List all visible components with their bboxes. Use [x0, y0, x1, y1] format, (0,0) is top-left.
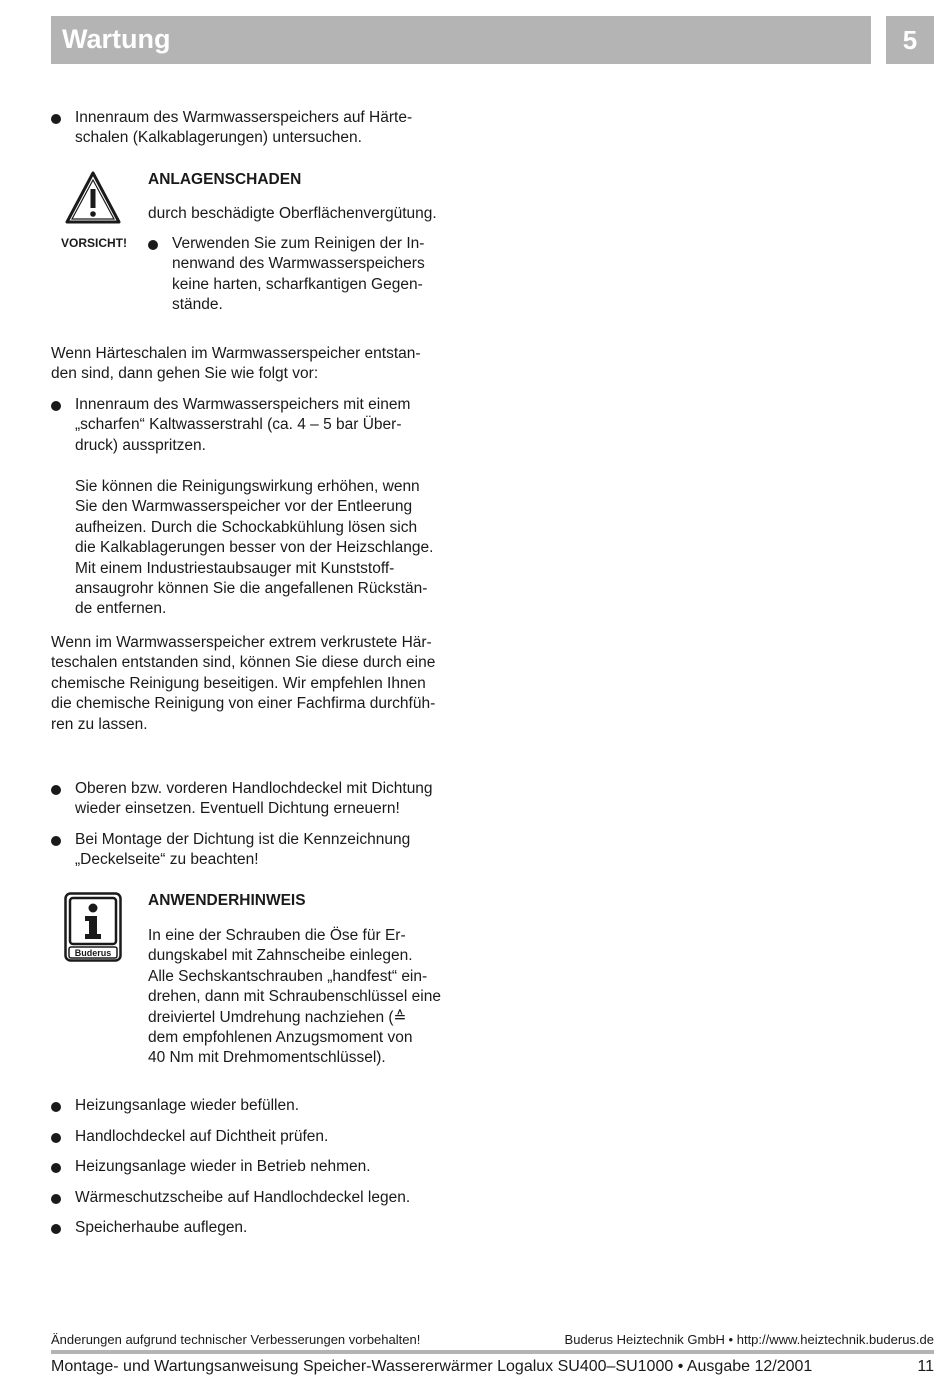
text-line: Handlochdeckel auf Dichtheit prüfen.	[75, 1128, 329, 1145]
text-line: Speicherhaube auflegen.	[75, 1219, 248, 1236]
bullet-dot	[51, 836, 61, 846]
text-line: Heizungsanlage wieder befüllen.	[75, 1097, 300, 1114]
text-line: dungskabel mit Zahnscheibe einlegen.	[148, 947, 413, 965]
text-line: Heizungsanlage wieder in Betrieb nehmen.	[75, 1158, 371, 1175]
chapter-number: 5	[886, 16, 934, 64]
paragraph	[51, 344, 421, 385]
text-line: Wenn Härteschalen im Warmwasserspeicher entstan-	[51, 345, 421, 362]
text-line: stände.	[172, 296, 223, 314]
text-line: chemische Reinigung beseitigen. Wir empfehlen Ihnen	[51, 674, 426, 692]
page-title: Wartung	[62, 24, 171, 54]
text-line: ren zu lassen.	[51, 715, 148, 733]
bullet-dot	[51, 401, 61, 411]
text-line: aufheizen. Durch die Schockabkühlung lösen sich	[75, 518, 418, 536]
text-line: wieder einsetzen. Eventuell Dichtung erneuern!	[75, 800, 400, 818]
footer-document-title: Montage- und Wartungsanweisung Speicher-Wassererwärmer Logalux SU400–SU1000 • Ausgabe 12/2001	[51, 1358, 813, 1375]
list-item	[51, 1127, 328, 1147]
bullet-dot	[148, 240, 158, 250]
list-item	[51, 395, 410, 456]
text-line: „Deckelseite“ zu beachten!	[75, 851, 259, 869]
bullet-dot	[51, 114, 61, 124]
text-line: Wenn im Warmwasserspeicher extrem verkrustete Här-	[51, 634, 432, 651]
footer-divider	[51, 1350, 934, 1354]
caution-heading: ANLAGENSCHADEN	[148, 171, 302, 188]
list-item	[51, 779, 433, 820]
list-item	[148, 234, 425, 316]
text-line: Sie den Warmwasserspeicher vor der Entleerung	[75, 498, 413, 516]
note-body	[148, 926, 441, 1069]
footer-disclaimer: Änderungen aufgrund technischer Verbesserungen vorbehalten!	[51, 1332, 421, 1347]
paragraph	[75, 477, 433, 620]
bullet-dot	[51, 1102, 61, 1112]
bullet-dot	[51, 1194, 61, 1204]
text-line: de entfernen.	[75, 600, 167, 618]
bullet-dot	[51, 1163, 61, 1173]
list-item	[51, 108, 412, 149]
text-line: „scharfen“ Kaltwasserstrahl (ca. 4 – 5 bar Über-	[75, 416, 402, 434]
list-item	[51, 1096, 299, 1116]
text-line: die Kalkablagerungen besser von der Heizschlange.	[75, 539, 434, 557]
text-line: drehen, dann mit Schraubenschlüssel eine	[148, 988, 441, 1006]
header-bar	[51, 16, 871, 64]
bullet-dot	[51, 785, 61, 795]
text-line: druck) ausspritzen.	[75, 436, 206, 454]
text-line: Alle Sechskantschrauben „handfest“ ein-	[148, 967, 428, 985]
text-line: schalen (Kalkablagerungen) untersuchen.	[75, 129, 362, 147]
text-line: Oberen bzw. vorderen Handlochdeckel mit Dichtung	[75, 780, 433, 797]
text-line: Sie können die Reinigungswirkung erhöhen, wenn	[75, 478, 420, 495]
caution-subtitle: durch beschädigte Oberflächenvergütung.	[148, 205, 437, 222]
list-item	[51, 1218, 247, 1238]
text-line: die chemische Reinigung von einer Fachfirma durchfüh-	[51, 695, 436, 713]
text-line: den sind, dann gehen Sie wie folgt vor:	[51, 365, 319, 383]
text-line: teschalen entstanden sind, können Sie diese durch eine	[51, 654, 436, 672]
text-line: nenwand des Warmwasserspeichers	[172, 255, 425, 273]
text-line: In eine der Schrauben die Öse für Er-	[148, 927, 406, 944]
list-item	[51, 1157, 371, 1177]
bullet-dot	[51, 1224, 61, 1234]
text-line: Verwenden Sie zum Reinigen der In-	[172, 235, 425, 252]
text-line: Mit einem Industriestaubsauger mit Kunststoff-	[75, 559, 395, 577]
info-buderus-icon	[64, 892, 122, 962]
caution-label: VORSICHT!	[61, 236, 127, 250]
bullet-dot	[51, 1133, 61, 1143]
note-heading: ANWENDERHINWEIS	[148, 892, 306, 909]
list-item	[51, 1188, 410, 1208]
text-line: dreiviertel Umdrehung nachziehen (≙	[148, 1008, 407, 1026]
text-line: keine harten, scharfkantigen Gegen-	[172, 275, 423, 293]
text-line: ansaugrohr können Sie die angefallenen Rückstän-	[75, 580, 428, 598]
page-number: 11	[917, 1358, 934, 1375]
text-line: dem empfohlenen Anzugsmoment von	[148, 1029, 413, 1047]
list-item	[51, 830, 410, 871]
buderus-logo-text: Buderus	[74, 948, 112, 958]
text-line: Innenraum des Warmwasserspeichers auf Härte-	[75, 109, 413, 126]
text-line: Bei Montage der Dichtung ist die Kennzeichnung	[75, 831, 411, 848]
paragraph	[51, 633, 435, 735]
warning-triangle-icon	[64, 170, 122, 226]
text-line: Wärmeschutzscheibe auf Handlochdeckel legen.	[75, 1189, 411, 1206]
footer-company: Buderus Heiztechnik GmbH • http://www.heiztechnik.buderus.de	[564, 1332, 934, 1347]
text-line: 40 Nm mit Drehmomentschlüssel).	[148, 1049, 386, 1067]
text-line: Innenraum des Warmwasserspeichers mit einem	[75, 396, 411, 413]
